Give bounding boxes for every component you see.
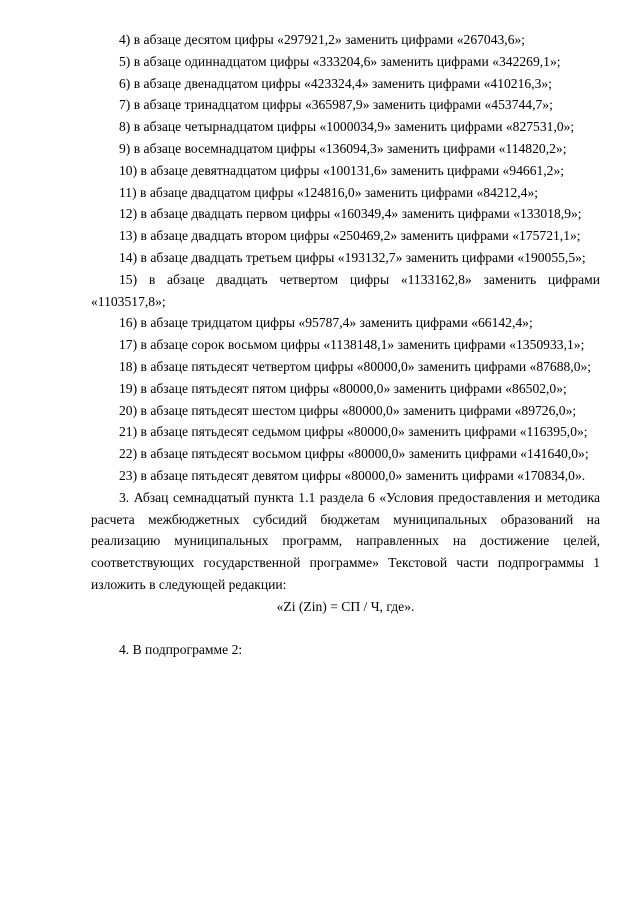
- amendment-item-23: 23) в абзаце пятьдесят девятом цифры «80000,0» заменить цифрами «170834,0».: [119, 467, 586, 483]
- section-3-paragraph: 3. Абзац семнадцатый пункта 1.1 раздела 6 «Условия предоставления и методика расчета межбюджетных субсидий бюджетам муниципальных образований на реализацию муниципальных программ, направленных на достижение целей, соответствующих государственной программе» Текстовой части подпрограммы 1 изложить в следующей редакции:: [91, 489, 600, 592]
- amendment-item-21: 21) в абзаце пятьдесят седьмом цифры «80000,0» заменить цифрами «116395,0»;: [119, 424, 588, 440]
- amendment-item-4: 4) в абзаце десятом цифры «297921,2» заменить цифрами «267043,6»;: [119, 32, 526, 47]
- amendment-item-11: 11) в абзаце двадцатом цифры «124816,0» заменить цифрами «84212,4»;: [119, 184, 539, 200]
- section-4-heading: 4. В подпрограмме 2:: [119, 642, 243, 658]
- blank-line: [91, 618, 600, 640]
- amendment-item-22: 22) в абзаце пятьдесят восьмом цифры «80000,0» заменить цифрами «141640,0»;: [119, 446, 589, 462]
- formula-line: «Zi (Zin) = СП / Ч, где».: [276, 598, 415, 614]
- amendment-item-18: 18) в абзаце пятьдесят четвертом цифры «80000,0» заменить цифрами «87688,0»;: [119, 358, 592, 374]
- amendment-item-14: 14) в абзаце двадцать третьем цифры «193132,7» заменить цифрами «190055,5»;: [119, 249, 586, 265]
- amendment-item-19: 19) в абзаце пятьдесят пятом цифры «80000,0» заменить цифрами «86502,0»;: [119, 380, 567, 396]
- amendment-item-12: 12) в абзаце двадцать первом цифры «160349,4» заменить цифрами «133018,9»;: [119, 206, 582, 222]
- amendment-item-16: 16) в абзаце тридцатом цифры «95787,4» заменить цифрами «66142,4»;: [119, 315, 533, 331]
- amendment-item-6: 6) в абзаце двенадцатом цифры «423324,4» заменить цифрами «410216,3»;: [119, 75, 552, 91]
- amendment-item-8: 8) в абзаце четырнадцатом цифры «1000034,9» заменить цифрами «827531,0»;: [119, 119, 575, 135]
- amendment-item-17: 17) в абзаце сорок восьмом цифры «1138148,1» заменить цифрами «1350933,1»;: [119, 337, 585, 353]
- amendment-item-15: 15) в абзаце двадцать четвертом цифры «1133162,8» заменить цифрами «1103517,8»;: [91, 271, 600, 309]
- amendment-item-20: 20) в абзаце пятьдесят шестом цифры «80000,0» заменить цифрами «89726,0»;: [119, 402, 577, 418]
- amendment-item-10: 10) в абзаце девятнадцатом цифры «100131,6» заменить цифрами «94661,2»;: [119, 162, 565, 178]
- amendment-item-9: 9) в абзаце восемнадцатом цифры «136094,3» заменить цифрами «114820,2»;: [119, 140, 567, 156]
- amendment-item-13: 13) в абзаце двадцать втором цифры «250469,2» заменить цифрами «175721,1»;: [119, 228, 581, 244]
- amendment-item-5: 5) в абзаце одиннадцатом цифры «333204,6» заменить цифрами «342269,1»;: [119, 53, 561, 69]
- amendment-item-7: 7) в абзаце тринадцатом цифры «365987,9» заменить цифрами «453744,7»;: [119, 97, 553, 113]
